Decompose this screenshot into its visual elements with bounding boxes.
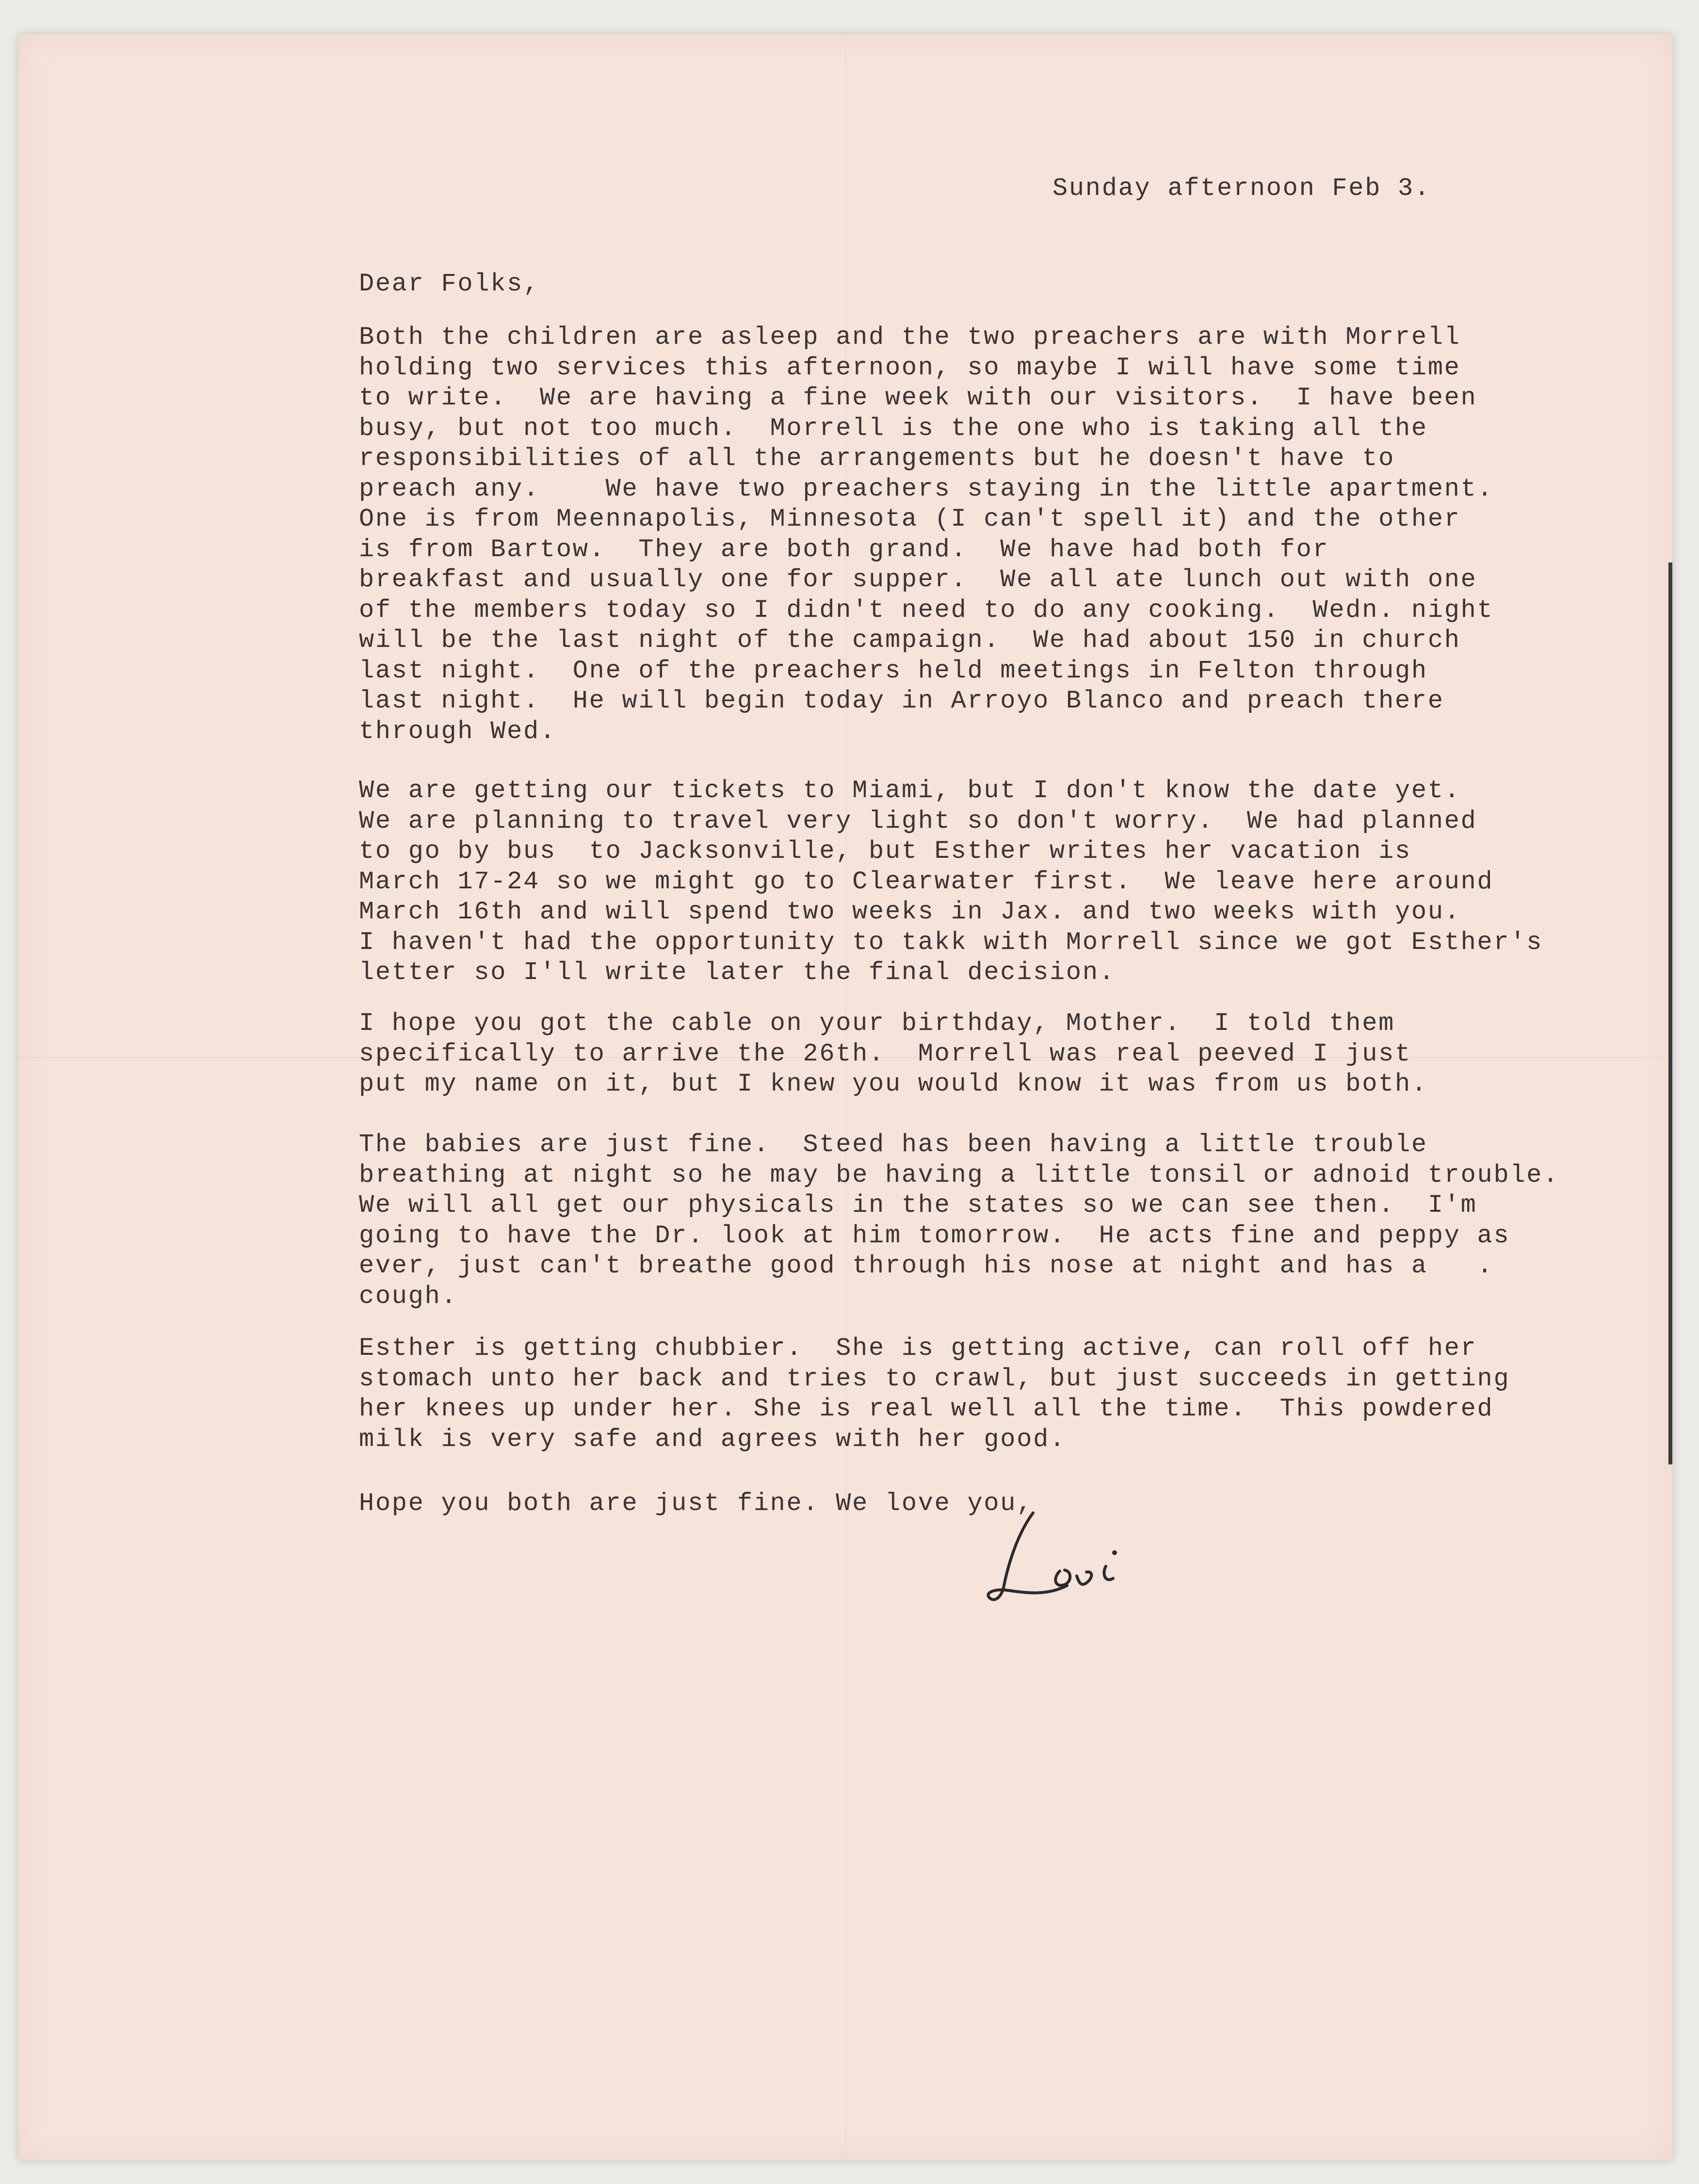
letter-paragraph-esther: Esther is getting chubbier. She is getting active, can roll off her stomach unto her back and tries to crawl, but just succeeds in getting her knees up under her. She is real well all the time. This powdered milk is very safe and agrees with her good.: [359, 1334, 1510, 1454]
letter-salutation: Dear Folks,: [359, 270, 540, 298]
letter-paragraph-babies: The babies are just fine. Steed has been having a little trouble breathing at night so he may be having a little tonsil or adnoid trouble. We will all get our physicals in the states so we can see then. I'm going to have the Dr. look at him tomorrow. He acts fine and peppy as ever, just can't breathe good through his nose at night and has a . cough.: [359, 1130, 1560, 1311]
signature-icon: [975, 1498, 1169, 1615]
handwritten-signature: [975, 1498, 1169, 1615]
letter-closing: Hope you both are just fine. We love you,: [359, 1489, 1034, 1518]
letter-date: Sunday afternoon Feb 3.: [1052, 174, 1431, 203]
letter-paragraph-birthday-cable: I hope you got the cable on your birthday, Mother. I told them specifically to arrive the 26th. Morrell was real peeved I just put my name on it, but I knew you would know it was from us both.: [359, 1009, 1428, 1098]
letter-paragraph-travel-plans: We are getting our tickets to Miami, but I don't know the date yet. We are planning to travel very light so don't worry. We had planned to go by bus to Jacksonville, but Esther writes her vacation is March 17-24 so we might go to Clearwater first. We leave here around March 16th and will spend two weeks in Jax. and two weeks with you. I haven't had the opportunity to takk with Morrell since we got Esther's letter so I'll write later the final decision.: [359, 776, 1543, 987]
page-edge-shadow: [1668, 562, 1672, 1464]
letter-paragraph-visitors: Both the children are asleep and the two preachers are with Morrell holding two services this afternoon, so maybe I will have some time to write. We are having a fine week with our visitors. I have been busy, but not too much. Morrell is the one who is taking all the responsibilities of all the arrangements but he doesn't have to preach any. We have two preachers staying in the little apartment. One is from Meennapolis, Minnesota (I can't spell it) and the other is from Bartow. They are both grand. We have had both for breakfast and usually one for supper. We all ate lunch out with one of the members today so I didn't need to do any cooking. Wedn. night will be the last night of the campaign. We had about 150 in church last night. One of the preachers held meetings in Felton through last night. He will begin today in Arroyo Blanco and preach there through Wed.: [359, 323, 1494, 746]
